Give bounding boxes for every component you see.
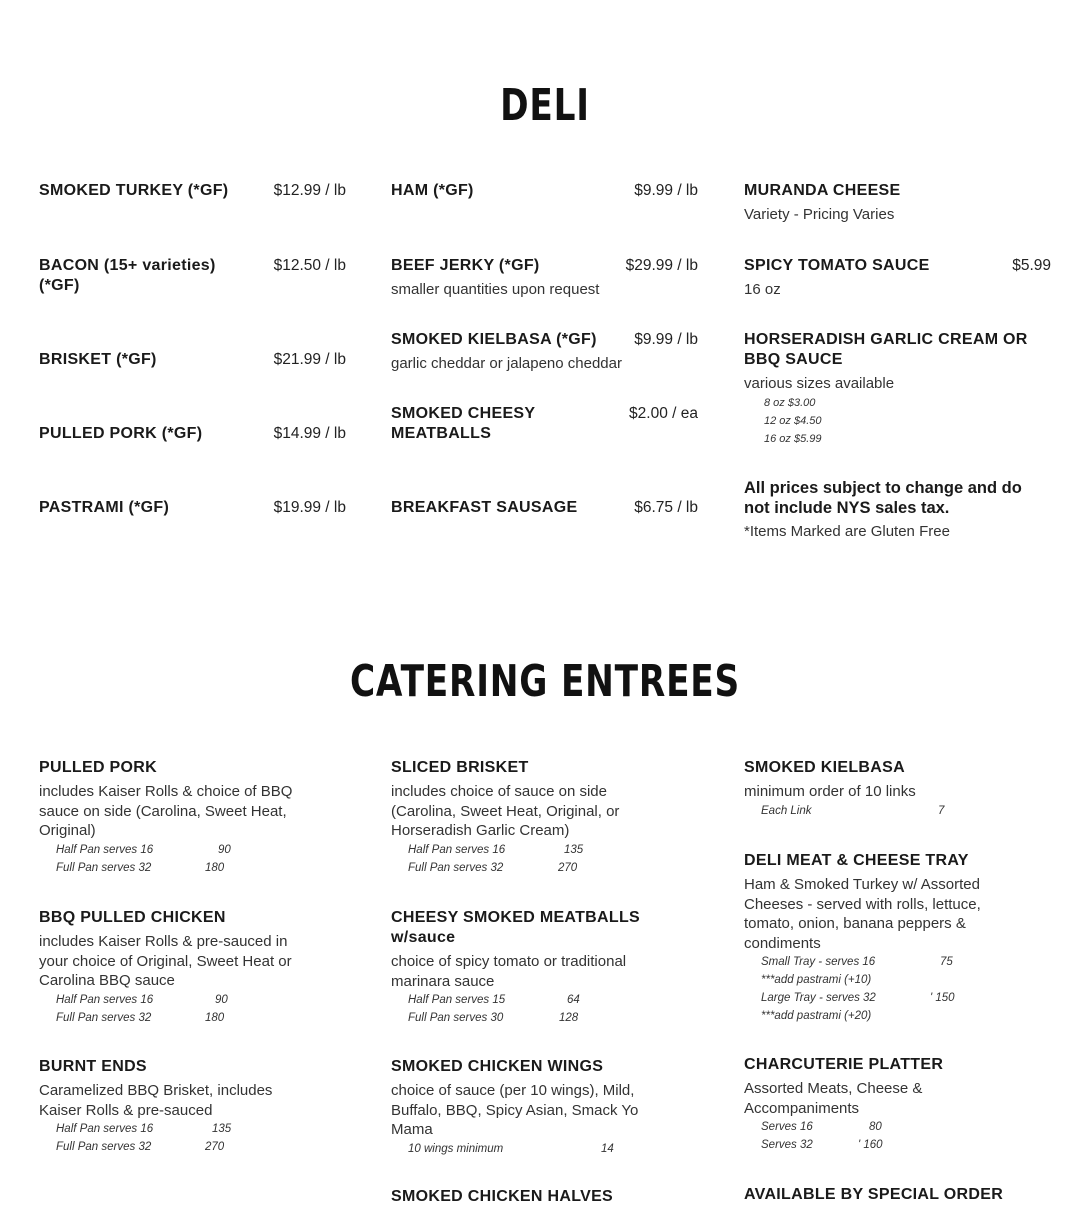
price-row: Half Pan serves 16 90 bbox=[56, 993, 228, 1006]
item-name: SMOKED CHEESY MEATBALLS bbox=[391, 405, 536, 442]
size-option: 16 oz $5.99 bbox=[764, 432, 822, 445]
item-description: Ham & Smoked Turkey w/ Assorted Cheeses - served with rolls, lettuce, tomato, onion, banana peppers & condiments bbox=[744, 876, 981, 952]
size-option: 12 oz $4.50 bbox=[764, 414, 822, 427]
price-row: Large Tray - serves 32 ' 150 bbox=[761, 992, 955, 1004]
item-description: various sizes available bbox=[744, 375, 895, 392]
menu-item bbox=[39, 350, 346, 370]
size-option: 8 oz $3.00 bbox=[764, 396, 816, 409]
menu-item bbox=[391, 1057, 698, 1158]
item-price: $2.00 / ea bbox=[629, 405, 698, 422]
menu-item bbox=[744, 758, 1051, 820]
price-row: Each Link 7 bbox=[761, 804, 945, 817]
menu-item bbox=[391, 908, 698, 1027]
price-row: Serves 16 80 bbox=[761, 1121, 882, 1133]
item-description: includes Kaiser Rolls & pre-sauced in your choice of Original, Sweet Heat or Carolina BBQ sauce bbox=[39, 933, 292, 989]
item-price: $19.99 / lb bbox=[273, 499, 346, 516]
pricing-disclaimer: All prices subject to change and do not include NYS sales tax. bbox=[744, 479, 1022, 517]
menu-item bbox=[39, 424, 346, 444]
item-price: $6.75 / lb bbox=[634, 499, 698, 516]
menu-item bbox=[744, 851, 1051, 1025]
item-description: choice of spicy tomato or traditional marinara sauce bbox=[391, 953, 627, 990]
item-name: PASTRAMI (*GF) bbox=[39, 499, 170, 516]
price-row: Full Pan serves 32 180 bbox=[56, 1011, 225, 1024]
menu-item bbox=[391, 758, 698, 877]
item-description: Variety - Pricing Varies bbox=[744, 206, 895, 223]
menu-item bbox=[744, 181, 1051, 225]
item-name: SMOKED KIELBASA (*GF) bbox=[391, 331, 597, 348]
item-name: CHEESY SMOKED MEATBALLS w/sauce bbox=[391, 909, 640, 946]
item-name: DELI MEAT & CHEESE TRAY bbox=[744, 852, 969, 869]
menu-item bbox=[391, 498, 698, 518]
item-name: PULLED PORK bbox=[39, 759, 157, 776]
item-name: SMOKED KIELBASA bbox=[744, 759, 905, 776]
menu-item bbox=[39, 256, 346, 296]
deli-section-title: DELI bbox=[500, 80, 590, 131]
item-description: Assorted Meats, Cheese & Accompaniments bbox=[744, 1080, 923, 1117]
item-name: BREAKFAST SAUSAGE bbox=[391, 499, 578, 516]
price-row: 10 wings minimum 14 bbox=[408, 1142, 614, 1155]
menu-item bbox=[744, 1055, 1051, 1154]
price-row: Half Pan serves 16 135 bbox=[408, 843, 584, 856]
menu-item bbox=[744, 1185, 1051, 1205]
menu-item bbox=[391, 1187, 698, 1207]
menu-item bbox=[744, 330, 1051, 448]
item-description: Caramelized BBQ Brisket, includes Kaiser Rolls & pre-sauced bbox=[39, 1082, 273, 1119]
price-row: Full Pan serves 32 180 bbox=[56, 861, 225, 874]
price-row: Full Pan serves 32 270 bbox=[408, 861, 578, 874]
price-row: Half Pan serves 16 135 bbox=[56, 1123, 232, 1135]
item-description: minimum order of 10 links bbox=[744, 783, 916, 800]
menu-item bbox=[39, 758, 346, 877]
item-description: smaller quantities upon request bbox=[391, 281, 600, 298]
menu-item bbox=[39, 498, 346, 518]
item-description: includes Kaiser Rolls & choice of BBQ sauce on side (Carolina, Sweet Heat, Original) bbox=[39, 783, 293, 839]
item-name: PULLED PORK (*GF) bbox=[39, 425, 203, 442]
item-price: $12.50 / lb bbox=[273, 257, 346, 274]
item-name: HORSERADISH GARLIC CREAM OR BBQ SAUCE bbox=[744, 331, 1028, 368]
item-name: BRISKET (*GF) bbox=[39, 351, 157, 368]
item-price: $9.99 / lb bbox=[634, 331, 698, 348]
menu-item bbox=[391, 181, 698, 201]
price-row: ***add pastrami (+10) bbox=[761, 974, 872, 986]
menu-item bbox=[391, 330, 698, 374]
item-name: BURNT ENDS bbox=[39, 1058, 147, 1075]
item-description: choice of sauce (per 10 wings), Mild, Buffalo, BBQ, Spicy Asian, Smack Yo Mama bbox=[391, 1082, 639, 1138]
price-row: Full Pan serves 30 128 bbox=[408, 1012, 579, 1024]
menu-item bbox=[39, 908, 346, 1027]
item-name: HAM (*GF) bbox=[391, 182, 474, 199]
menu-item bbox=[391, 404, 698, 444]
item-name: SMOKED CHICKEN HALVES bbox=[391, 1188, 614, 1205]
gluten-free-note: *Items Marked are Gluten Free bbox=[744, 523, 950, 540]
price-row: Full Pan serves 32 270 bbox=[56, 1141, 225, 1153]
item-price: $5.99 bbox=[1012, 257, 1051, 274]
price-row: Serves 32 ' 160 bbox=[761, 1139, 883, 1151]
price-row: Small Tray - serves 16 75 bbox=[761, 956, 953, 968]
pricing-note bbox=[744, 478, 1051, 542]
item-name: BEEF JERKY (*GF) bbox=[391, 257, 540, 274]
item-name: BBQ PULLED CHICKEN bbox=[39, 909, 226, 926]
price-row: Half Pan serves 15 64 bbox=[408, 994, 580, 1006]
item-description: garlic cheddar or jalapeno cheddar bbox=[391, 355, 622, 372]
item-description: 16 oz bbox=[744, 281, 781, 298]
price-row: Half Pan serves 16 90 bbox=[56, 843, 231, 856]
item-price: $21.99 / lb bbox=[273, 351, 346, 368]
item-name: BACON (15+ varieties) (*GF) bbox=[39, 257, 216, 294]
catering-section-title: CATERING ENTREES bbox=[349, 656, 741, 707]
item-price: $12.99 / lb bbox=[273, 182, 346, 199]
item-price: $9.99 / lb bbox=[634, 182, 698, 199]
item-price: $14.99 / lb bbox=[273, 425, 346, 442]
menu-item bbox=[39, 1057, 346, 1156]
item-name: AVAILABLE BY SPECIAL ORDER bbox=[744, 1186, 1004, 1203]
item-name: CHARCUTERIE PLATTER bbox=[744, 1056, 944, 1073]
menu-item bbox=[39, 181, 346, 201]
item-name: MURANDA CHEESE bbox=[744, 182, 901, 199]
item-name: SPICY TOMATO SAUCE bbox=[744, 257, 930, 274]
price-row: ***add pastrami (+20) bbox=[761, 1010, 872, 1022]
menu-item bbox=[391, 256, 698, 300]
item-name: SLICED BRISKET bbox=[391, 759, 529, 776]
item-name: SMOKED CHICKEN WINGS bbox=[391, 1058, 604, 1075]
menu-item bbox=[744, 256, 1051, 300]
item-description: includes choice of sauce on side (Carolina, Sweet Heat, Original, or Horseradish Garlic Cream) bbox=[391, 783, 620, 839]
item-name: SMOKED TURKEY (*GF) bbox=[39, 182, 229, 199]
item-price: $29.99 / lb bbox=[625, 257, 698, 274]
